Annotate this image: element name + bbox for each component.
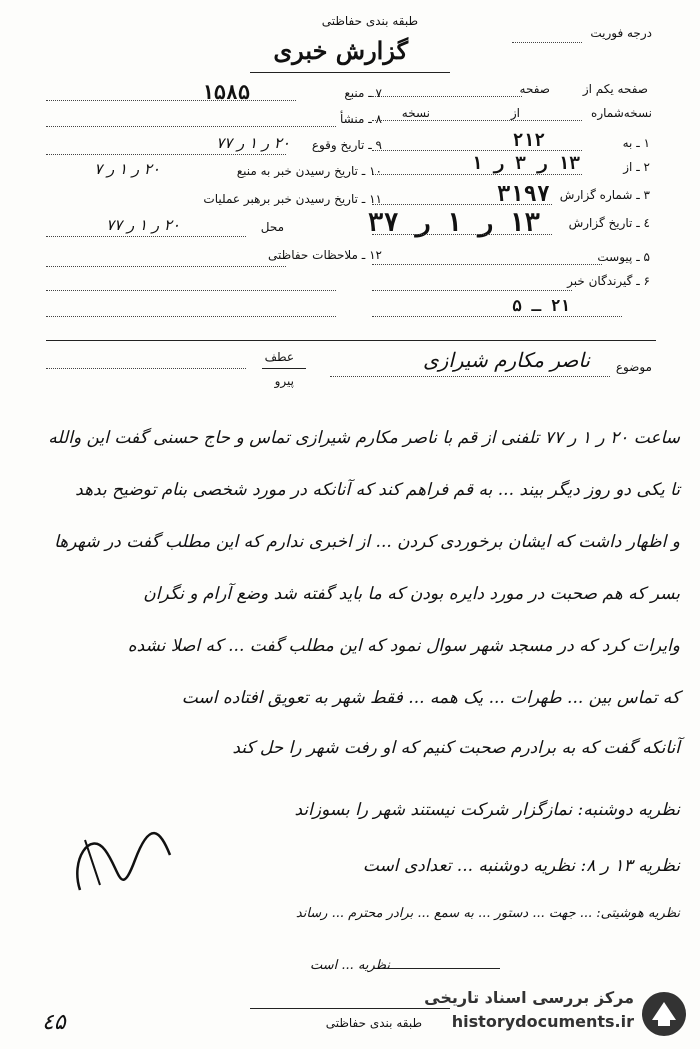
field-5-label: ۵ ـ پیوست xyxy=(597,250,650,264)
field-10-value: ۲۰ ر ۱ ر ۷ xyxy=(94,160,160,178)
signature-scribble xyxy=(60,820,180,910)
extra-value: ۲۱ ـ ۵ xyxy=(512,296,570,315)
archive-logo-icon xyxy=(640,990,688,1038)
page-line-label: صفحه یکم از xyxy=(582,82,648,96)
field-2-value: ۱۳ ر ۳ ر ۱ xyxy=(471,153,580,174)
classification-bottom: طبقه بندی حفاظتی xyxy=(325,1016,422,1030)
field-7-value: ۱۵۸۵ xyxy=(201,80,250,104)
footer-divider xyxy=(250,1008,450,1009)
body-line: نظریه دوشنبه: نمازگزار شرکت نیستند شهر را بسوزاند xyxy=(294,800,680,820)
ref-divider xyxy=(262,368,306,369)
field-3-label: ۳ ـ شماره گزارش xyxy=(559,188,650,202)
field-4-label: ٤ ـ تاریخ گزارش xyxy=(568,216,650,230)
body-line: آنانکه گفت که به برادرم صحبت کنیم که او رفت شهر را حل کند xyxy=(232,738,680,758)
body-line: که تماس بین ... طهرات ... یک همه ... فقط شهر به تعویق افتاده است xyxy=(181,688,680,708)
copy-line-value: نسخه xyxy=(401,106,430,120)
field-4-dots xyxy=(372,234,552,235)
signature-note: نظریه ... است xyxy=(310,958,390,973)
field-8-label: ۸ ـ منشأ xyxy=(339,112,382,126)
subject-dots xyxy=(330,376,610,377)
field-11-value: ۲۰ ر ۱ ر ۷۷ xyxy=(106,216,180,234)
copy-line-dots xyxy=(372,120,582,121)
ref-label: عطف xyxy=(264,350,294,364)
title-underline xyxy=(250,72,450,73)
copy-line-from: از xyxy=(510,106,520,120)
ref-dots xyxy=(46,368,246,369)
field-2-label: ۲ ـ از xyxy=(623,160,650,174)
field-1-value: ۲۱۲ xyxy=(512,130,545,151)
field-9-label: ۹ ـ تاریخ وقوع xyxy=(311,138,382,152)
subject-value: ناصر مکارم شیرازی xyxy=(423,348,590,372)
document-title: گزارش خبری xyxy=(273,36,408,65)
field-2-dots xyxy=(372,174,582,175)
page-line-value: صفحه xyxy=(519,82,550,96)
extra-dots xyxy=(372,316,622,317)
page-line-dots xyxy=(372,96,522,97)
body-line: و اظهار داشت که ایشان برخوردی کردن ... از اخبری ندارم که این مطلب گفت در شهرها xyxy=(54,532,680,552)
field-11-place-label: محل xyxy=(260,220,284,234)
signature-line xyxy=(380,968,500,969)
field-1-label: ۱ ـ به xyxy=(622,136,650,150)
field-3-dots xyxy=(372,204,552,205)
header-divider xyxy=(46,340,656,341)
field-10-label: ۱۰ ـ تاریخ رسیدن خبر به منبع xyxy=(236,164,382,178)
priority-label: درجه فوریت xyxy=(590,26,652,40)
field-12-dots-2 xyxy=(46,290,336,291)
body-line: ساعت ۲۰ ر ۱ ر ۷۷ تلفنی از قم با ناصر مکارم شیرازی تماس و حاج حسنی گفت این والله xyxy=(48,428,680,448)
field-6-label: ۶ ـ گیرندگان خبر xyxy=(567,274,650,288)
field-11-label: ۱۱ ـ تاریخ رسیدن خبر برهبر عملیات xyxy=(203,192,382,206)
watermark-url: historydocuments.ir xyxy=(451,1012,634,1031)
subject-label: موضوع xyxy=(615,360,652,374)
field-5-dots xyxy=(372,264,602,265)
ref2-label: پیرو xyxy=(274,374,294,388)
field-7-label: ۷ ـ منبع xyxy=(344,86,382,100)
body-line: وایرات کرد که در مسجد شهر سوال نمود که این مطلب گفت ... که اصلا نشده xyxy=(127,636,680,656)
field-11-dots xyxy=(46,236,246,237)
field-12-dots-1 xyxy=(46,266,286,267)
classification-top: طبقه بندی حفاظتی xyxy=(321,14,418,28)
field-6-dots xyxy=(372,290,572,291)
page-number: ٤۵ xyxy=(42,1010,66,1035)
priority-dots xyxy=(512,42,582,43)
body-line: نظریه هوشیتی: ... جهت ... دستور ... به سمع ... برادر محترم ... رساند xyxy=(295,906,680,921)
archive-watermark xyxy=(424,984,692,1044)
body-line: تا یکی دو روز دیگر بیند ... به قم فراهم کند که آنانکه در مورد شخصی بنام توضیح بدهد xyxy=(75,480,680,500)
field-9-dots xyxy=(46,154,286,155)
watermark-title: مرکز بررسی اسناد تاریخی xyxy=(424,988,634,1007)
field-7-dots xyxy=(46,100,296,101)
field-12-dots-3 xyxy=(46,316,336,317)
field-8-dots xyxy=(46,126,336,127)
field-4-value: ۱۳ ر ۱ ر ۳۷ xyxy=(367,208,540,238)
copy-line-label: نسخه‌شماره xyxy=(591,106,652,120)
field-1-dots xyxy=(372,150,582,151)
body-line: بسر که هم صحبت در مورد دایره بودن که ما باید گفته شد وضع آرام و نگران xyxy=(143,584,680,604)
body-line: نظریه ۱۳ ر ۸: نظریه دوشنبه ... تعدادی است xyxy=(362,856,680,876)
field-3-value: ۳۱۹۷ xyxy=(497,182,550,207)
field-12-label: ۱۲ ـ ملاحظات حفاظتی xyxy=(268,248,382,262)
field-9-value: ۲۰ ر ۱ ر ۷۷ xyxy=(216,134,290,152)
